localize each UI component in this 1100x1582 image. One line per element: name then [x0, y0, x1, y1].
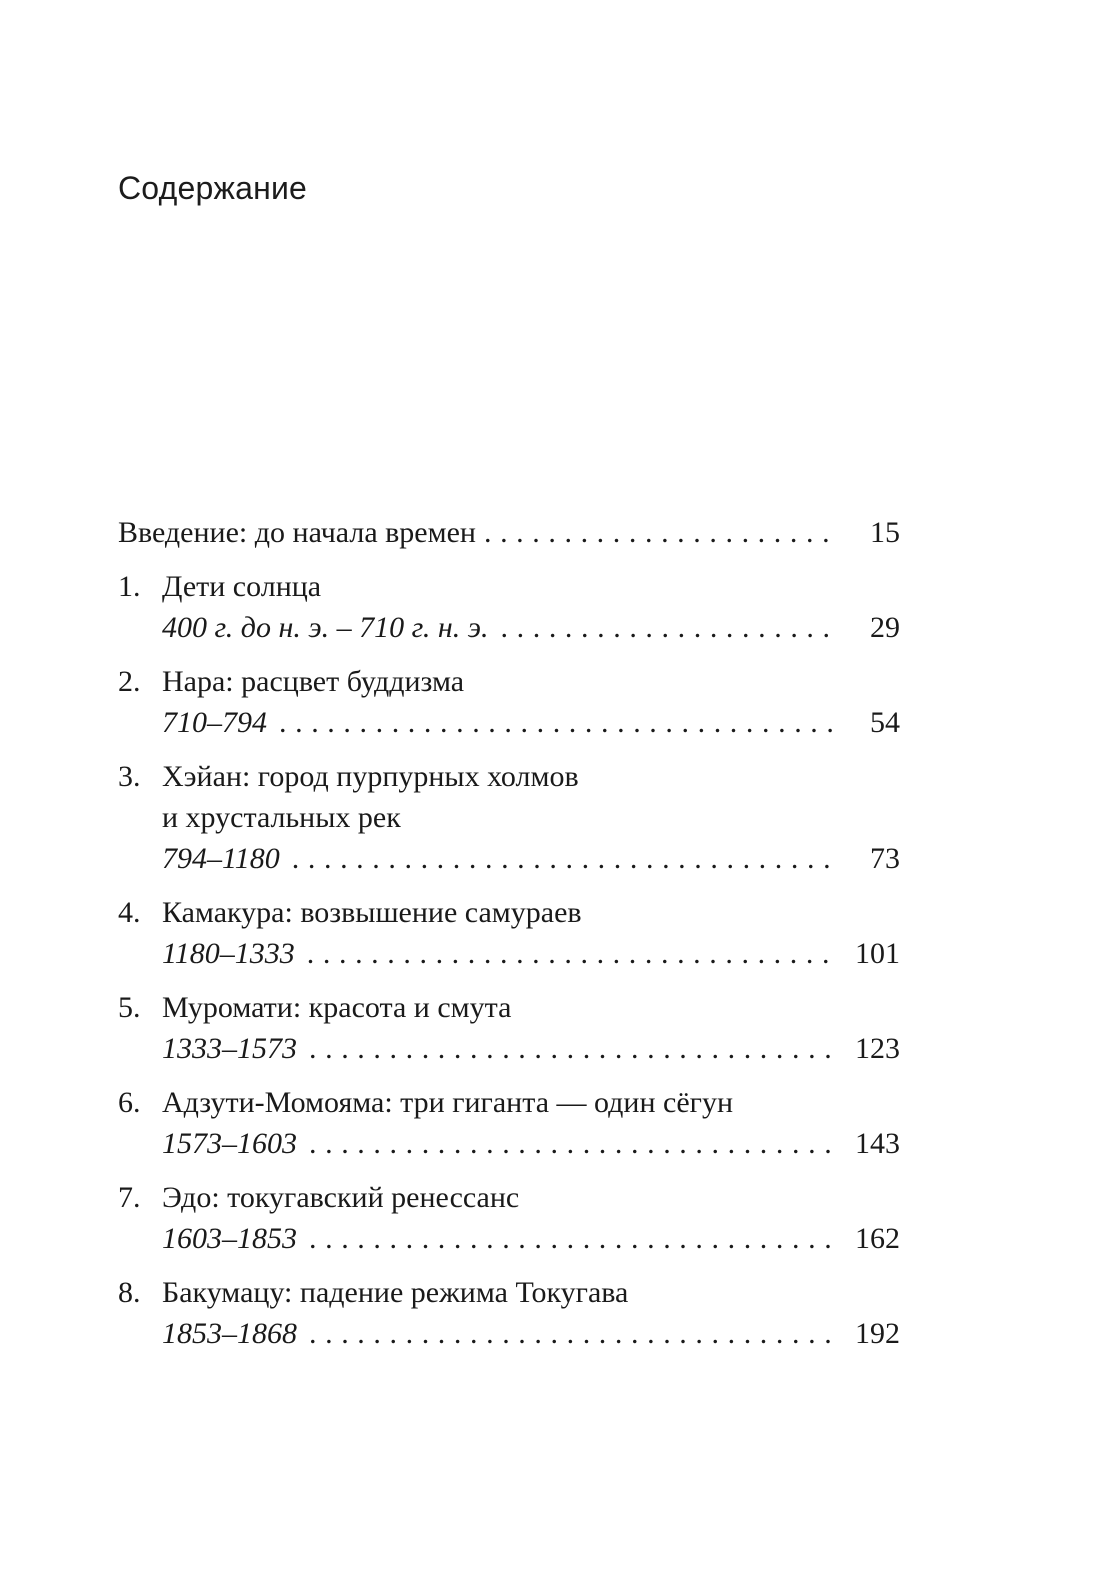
dot-leader	[309, 1123, 831, 1164]
toc-entry-chapter-5[interactable]	[118, 987, 900, 1069]
dot-leader	[292, 838, 840, 879]
chapter-dates: 1180–1333	[162, 937, 295, 970]
chapter-title: Адзути-Момояма: три гиганта — один сёгун	[162, 1086, 734, 1119]
dot-leader	[501, 607, 840, 648]
toc-entry-chapter-4[interactable]	[118, 892, 900, 974]
toc-page-number: 73	[870, 842, 900, 875]
chapter-dates: 710–794	[162, 706, 267, 739]
chapter-number: 3.	[118, 760, 141, 793]
chapter-number: 2.	[118, 665, 141, 698]
dot-leader	[307, 933, 831, 974]
chapter-title: Бакумацу: падение режима Токугава	[162, 1276, 629, 1309]
toc-entry-intro[interactable]	[118, 512, 900, 553]
toc-page-number: 54	[870, 706, 900, 739]
dot-leader	[309, 1218, 831, 1259]
toc-entry-chapter-3[interactable]	[118, 756, 900, 879]
toc-page-number: 101	[855, 937, 900, 970]
chapter-title: Нара: расцвет буддизма	[162, 665, 465, 698]
dot-leader	[484, 512, 840, 553]
page-title: Содержание	[118, 170, 308, 206]
chapter-number: 7.	[118, 1181, 141, 1214]
toc-entry-title: Введение: до начала времен	[118, 516, 476, 549]
chapter-title: Дети солнца	[162, 570, 322, 603]
chapter-title: Хэйан: город пурпурных холмов	[162, 760, 579, 793]
toc-entry-chapter-1[interactable]	[118, 566, 900, 648]
chapter-number: 6.	[118, 1086, 141, 1119]
dot-leader	[309, 1028, 831, 1069]
toc-page-number: 123	[855, 1032, 900, 1065]
toc-entry-chapter-2[interactable]	[118, 661, 900, 743]
chapter-number: 5.	[118, 991, 141, 1024]
chapter-dates: 400 г. до н. э. – 710 г. н. э.	[162, 611, 489, 644]
chapter-number: 8.	[118, 1276, 141, 1309]
chapter-dates: 794–1180	[162, 842, 280, 875]
toc-page-number: 29	[870, 611, 900, 644]
toc-entry-chapter-6[interactable]	[118, 1082, 900, 1164]
dot-leader	[279, 702, 840, 743]
toc-entry-chapter-8[interactable]	[118, 1272, 900, 1354]
toc-page-number: 143	[855, 1127, 900, 1160]
chapter-title: Эдо: токугавский ренессанс	[162, 1181, 520, 1214]
chapter-dates: 1333–1573	[162, 1032, 297, 1065]
toc-page-number: 162	[855, 1222, 900, 1255]
chapter-dates: 1603–1853	[162, 1222, 297, 1255]
dot-leader	[309, 1313, 831, 1354]
toc-page-number: 192	[855, 1317, 900, 1350]
toc-page-number: 15	[870, 516, 900, 549]
toc-entry-chapter-7[interactable]	[118, 1177, 900, 1259]
table-of-contents	[118, 512, 900, 1367]
chapter-title: Муромати: красота и смута	[162, 991, 512, 1024]
chapter-number: 1.	[118, 570, 141, 603]
chapter-title-continued: и хрустальных рек	[162, 801, 401, 834]
chapter-dates: 1573–1603	[162, 1127, 297, 1160]
chapter-dates: 1853–1868	[162, 1317, 297, 1350]
chapter-title: Камакура: возвышение самураев	[162, 896, 582, 929]
chapter-number: 4.	[118, 896, 141, 929]
